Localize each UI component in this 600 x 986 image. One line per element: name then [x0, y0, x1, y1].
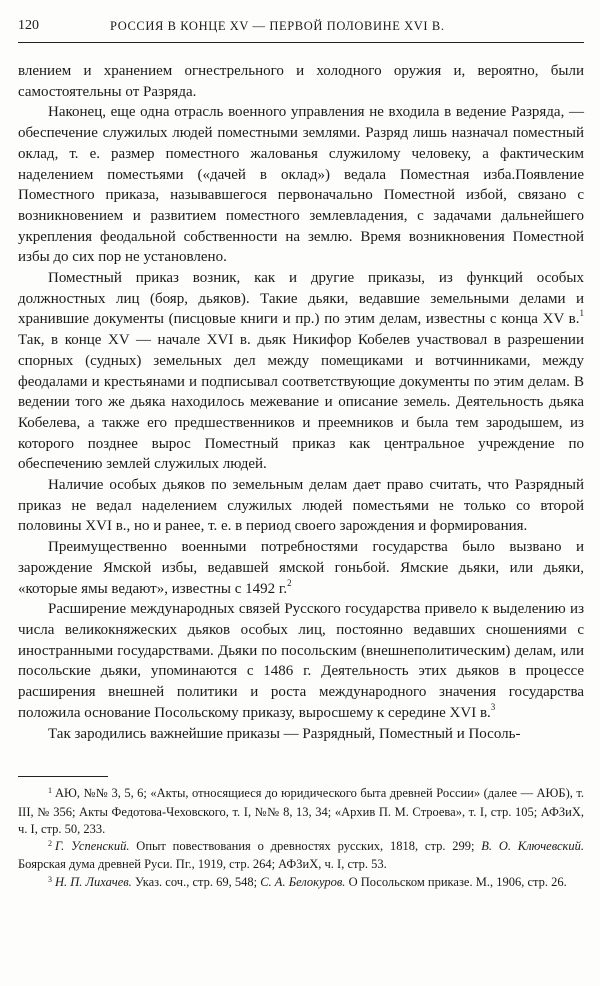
footnote-author: В. О. Ключевский. — [481, 839, 584, 854]
paragraph — [18, 537, 584, 599]
book-page — [18, 10, 584, 892]
main-text — [18, 61, 584, 744]
footnote — [18, 785, 584, 838]
paragraph-text: Так, в конце XV — начале XVI в. дьяк Никифор Кобелев участвовал в разрешении спорных (судных) земельных дел между помещиками и вотчинниками, между феодалами и крестьянами и подписывал соответствующие документы по этим делам. В ведении того же дьяка находилось межевание и описание земель. Деятельность дьяка Кобелева, а также его предшественников и преемников и была тем зародышем, из которого позднее вырос Поместный приказ как центральное учреждение по обеспечению землей служилых людей. — [18, 332, 584, 473]
paragraph — [18, 268, 584, 475]
paragraph-continuation: влением и хранением огнестрельного и холодного оружия и, вероятно, были самостоятельны от Разряда. — [18, 63, 584, 100]
footnote-author: Н. П. Лихачев. — [55, 874, 132, 889]
footnote-text: Указ. соч., стр. 69, 548; — [131, 874, 261, 889]
footnote-ref: 2 — [287, 577, 292, 588]
paragraph-text: Поместный приказ возник, как и другие приказы, из функций особых должностных лиц (бояр, дьяков). Такие дьяки, ведавшие земельными делами и хранившие документы (писцовые книги и пр.) по этим делам, известны с конца XV в. — [18, 270, 584, 328]
footnote-text: Боярская дума древней Руси. Пг., 1919, стр. 264; АФЗиХ, ч. I, стр. 53. — [18, 857, 387, 872]
footnote-text: АЮ, №№ 3, 5, 6; «Акты, относящиеся до юридического быта древней России» (далее — АЮБ), т. III, № 356; Акты Федотова-Чеховского, т. I, №№ 8, 13, 34; «Архив П. М. Строева», т. I, стр. 105; АФЗиХ, ч. I, стр. 50, 233. — [18, 786, 584, 836]
footnote-number: 3 — [48, 874, 52, 884]
footnotes — [18, 785, 584, 892]
paragraph-text: Преимущественно военными потребностями государства было вызвано и зарождение Ямской избы, ведавшей ямской гоньбой. Ямские дьяки, или дьяки, «которые ямы ведают», известны с 1492 г. — [18, 539, 584, 597]
footnote-text: О Посольском приказе. М., 1906, стр. 26. — [345, 874, 567, 889]
page-number: 120 — [18, 18, 39, 33]
paragraph — [18, 599, 584, 723]
paragraph: Наличие особых дьяков по земельным делам дает право считать, что Разрядный приказ не ведал наделением служилых людей поместьями не только со второй половины XVI в., но и ранее, т. е. в период своего зарождения и формирования. — [18, 477, 584, 535]
footnote — [18, 874, 584, 892]
footnote-divider — [18, 776, 108, 777]
footnote-text: Опыт повествования о древностях русских, 1818, стр. 299; — [129, 839, 482, 854]
running-title: РОССИЯ В КОНЦЕ XV — ПЕРВОЙ ПОЛОВИНЕ XVI В. — [110, 19, 445, 33]
footnote-number: 1 — [48, 786, 52, 796]
footnote-number: 2 — [48, 839, 52, 849]
footnote-author: Г. Успенский. — [55, 839, 130, 854]
footnote-ref: 3 — [490, 701, 496, 712]
footnote-ref: 1 — [579, 308, 584, 319]
paragraph: Так зародились важнейшие приказы — Разрядный, Поместный и Посоль- — [48, 725, 521, 742]
footnote-author: С. А. Белокуров. — [260, 874, 346, 889]
paragraph-text: Расширение международных связей Русского государства привело к выделению из числа великокняжеских дьяков особых лиц, постоянно ведавших сношениями с иностранными государствами. Дьяки по посольским (внешнеполитическим) делам, или посольские дьяки, упоминаются с 1486 г. Деятельность этих дьяков в процессе расширения внешней политики и роста международного значения государства положила основание Посольскому приказу, выросшему к середине XVI в. — [18, 601, 584, 721]
paragraph: Наконец, еще одна отрасль военного управления не входила в ведение Разряда, — обеспечение служилых людей поместными землями. Разряд лишь назначал поместный оклад, т. е. размер поместного жалованья служилому человеку, а фактическим наделением поместьями («дачей в оклад») ведала Поместная изба.Появление Поместного приказа, называвшегося первоначально Поместной избой, связано с возникновением и развитием поместного землевладения, с задачами дальнейшего укрепления феодальной собственности на землю. Время возникновения Поместной избы до сих пор не установлено. — [18, 104, 584, 266]
footnote — [18, 838, 584, 874]
page-header — [18, 10, 584, 43]
